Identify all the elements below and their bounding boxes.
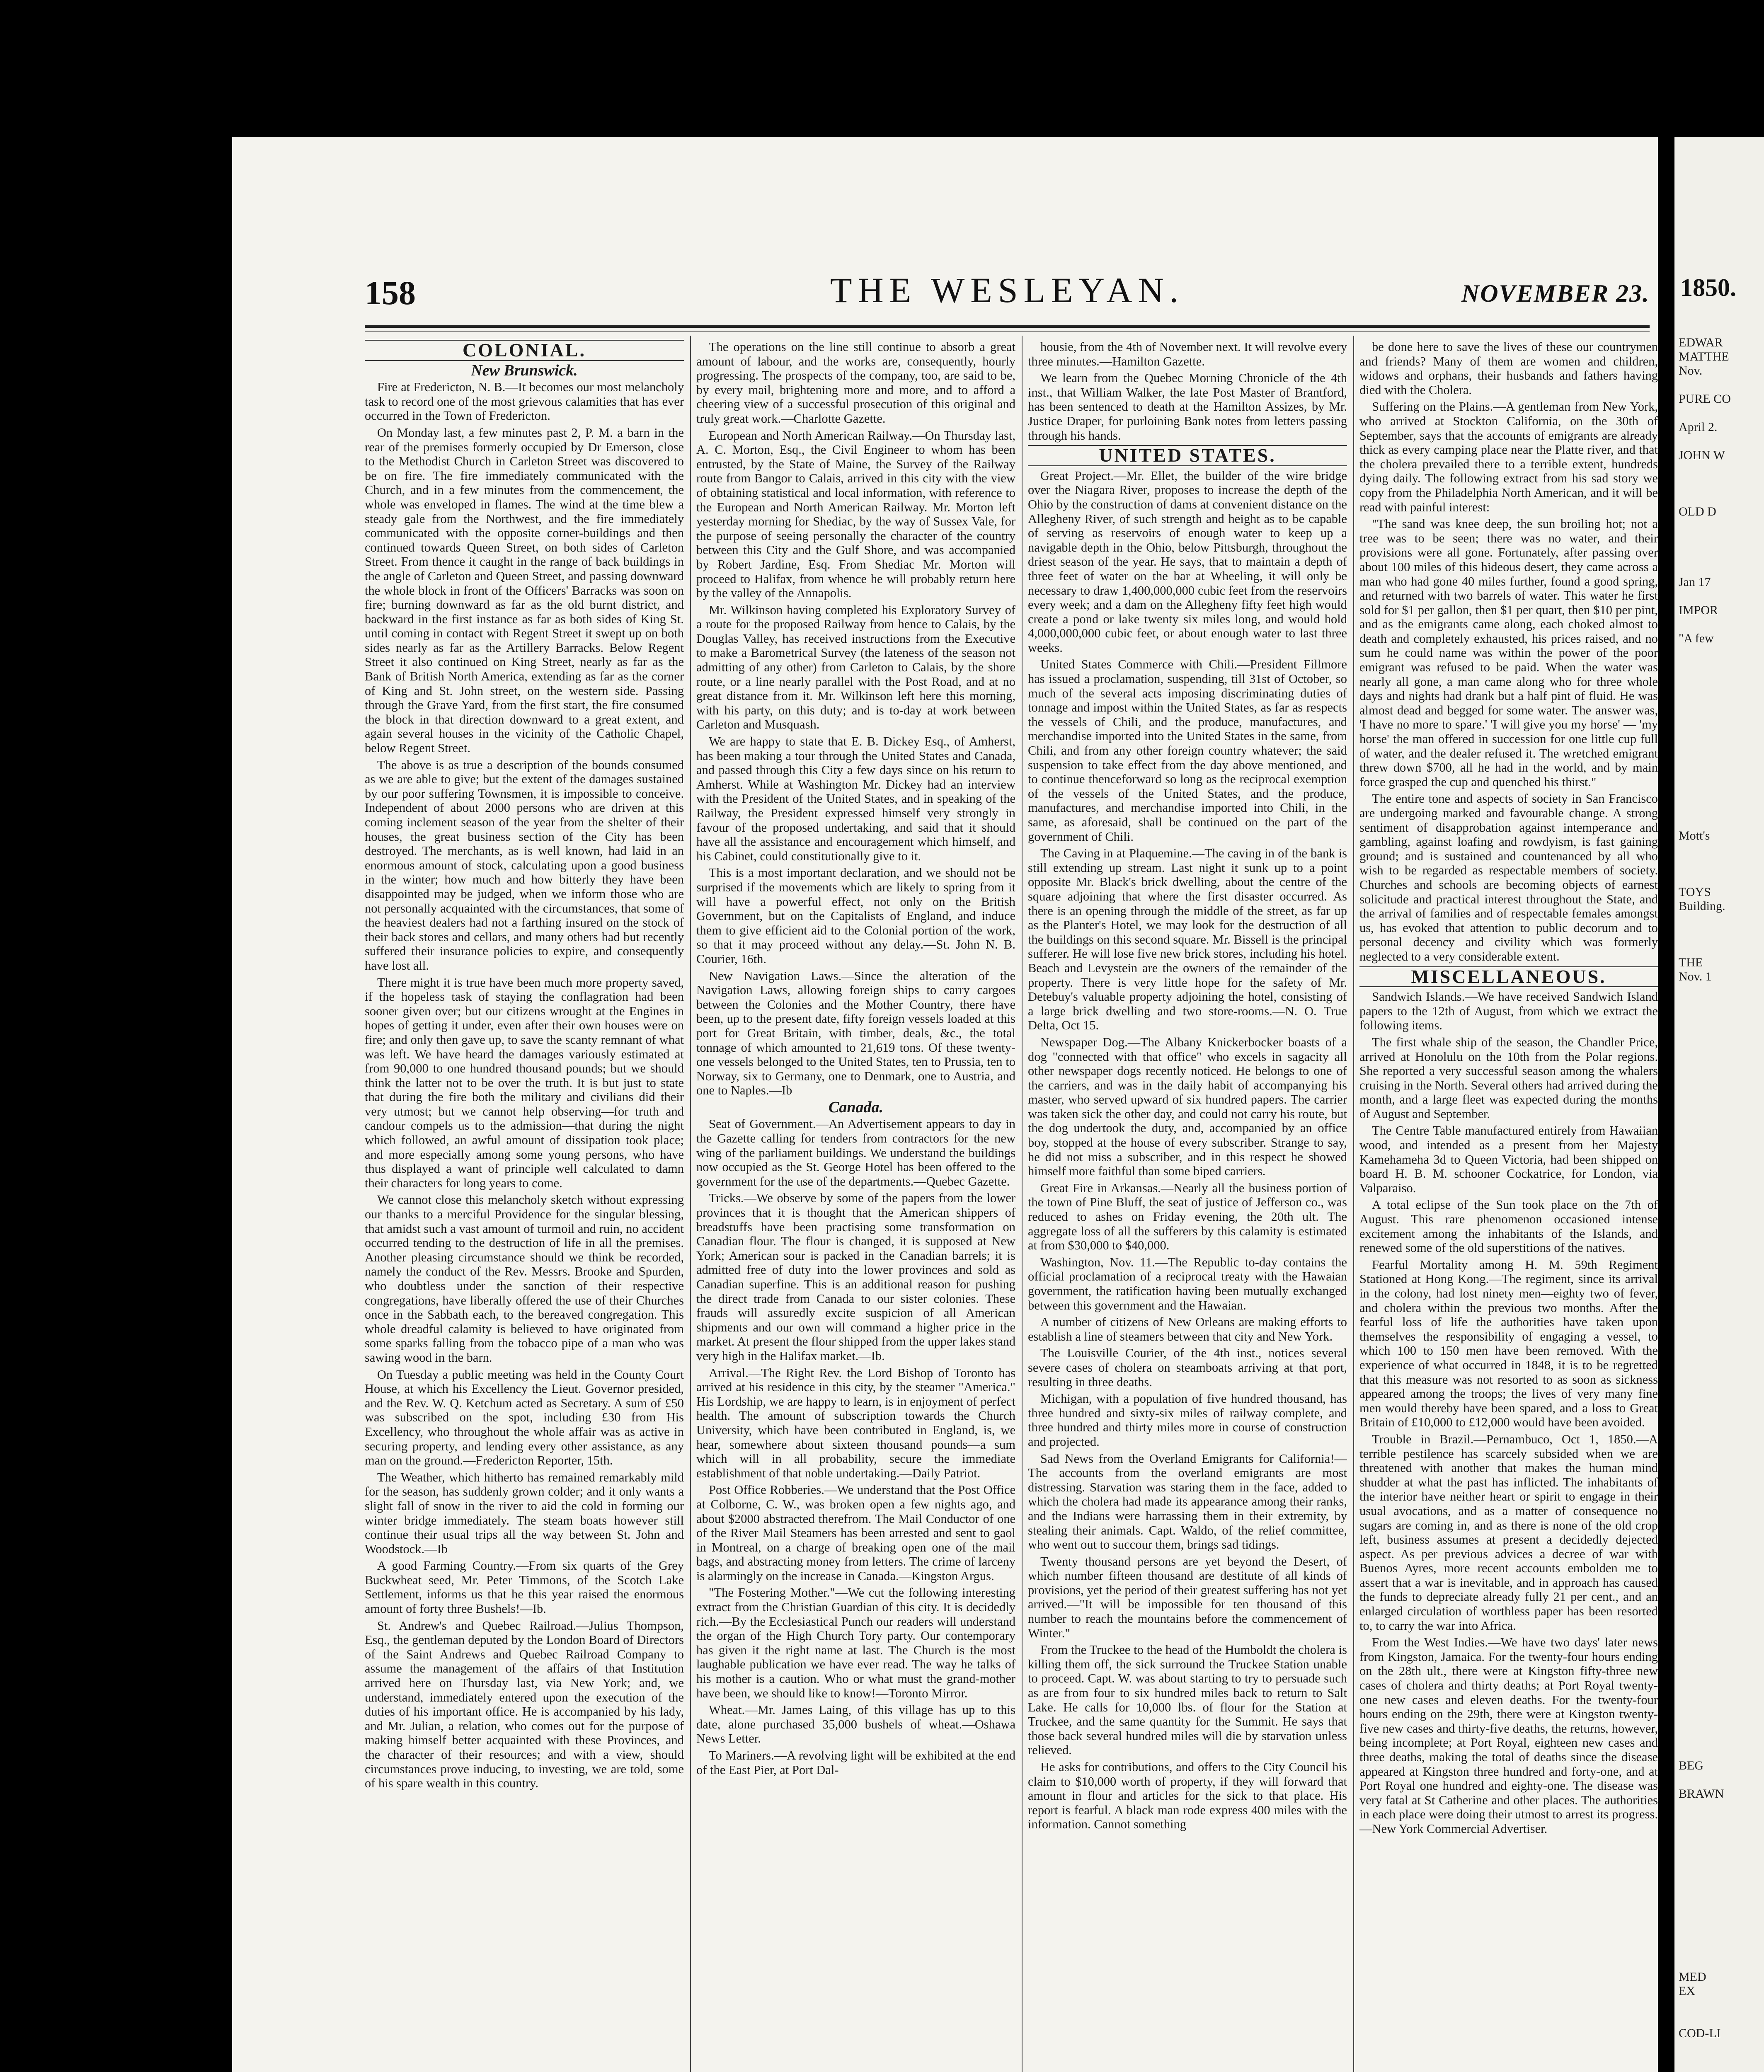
article-paragraph: Sandwich Islands.—We have received Sandwich Island papers to the 12th of August, from which we extract the following items. (1359, 990, 1658, 1033)
article-paragraph: Post Office Robberies.—We understand that the Post Office at Colborne, C. W., was broken open a few nights ago, and about $2000 abstracted therefrom. The Mail Conductor of one of the River Mail Steamers has been arrested and sent to gaol in Montreal, on a charge of breaking open one of the mail bags, and abstracting money from letters. The crime of larceny is alarmingly on the increase in Canada.—Kingston Argus. (696, 1483, 1015, 1583)
adjacent-page-text: EDWAR MATTHE Nov. PURE CO April 2. JOHN W OLD D Jan 17 IMPOR "A few Mott's TOYS Building. THE Nov. 1 BEG BRAWN MED EX COD-LI (1679, 336, 1731, 2040)
article-paragraph: Newspaper Dog.—The Albany Knickerbocker boasts of a dog "connected with that office" who excels in sagacity all other newspaper dogs recently noticed. He belongs to one of the carriers, and was in the daily habit of accompanying his master, who served upward of six hundred papers. The carrier was taken sick the other day, and could not carry his route, but the dog undertook the duty, and, accompanied by an office boy, stopped at the house of every subscriber. Strange to say, he did not miss a subscriber, and in this respect he showed himself more faithful than some biped carriers. (1028, 1035, 1347, 1179)
article-paragraph: Suffering on the Plains.—A gentleman from New York, who arrived at Stockton California, on the 30th of September, says that the accounts of emigrants are already thick as every camping place near the Platte river, and that the cholera prevailed there to a terrible extent, hundreds dying daily. The following extract from his sad story we copy from the Philadelphia North American, and it will be read with painful interest: (1359, 399, 1658, 514)
article-paragraph: New Navigation Laws.—Since the alteration of the Navigation Laws, allowing foreign ships to carry cargoes between the Colonies and the Mother Country, there have been, up to the present date, fifty foreign vessels loaded at this port for Great Britain, with timber, deals, &c., the total tonnage of which amounted to 21,619 tons. Of these twenty-one vessels belonged to the United States, ten to Prussia, ten to Norway, six to Germany, one to Denmark, one to Austria, and one to Naples.—Ib (696, 968, 1015, 1098)
article-paragraph: European and North American Railway.—On Thursday last, A. C. Morton, Esq., the Civil Engineer to whom has been entrusted, by the State of Maine, the Survey of the Railway route from Bangor to Calais, arrived in this city with the view of obtaining statistical and local information, with reference to the European and North American Railway. Mr. Morton left yesterday morning for Shediac, by the way of Sussex Vale, for the purpose of seeing personally the character of the country between this City and the Gulf Shore, and was accompanied by Robert Jardine, Esq. From Shediac Mr. Morton will proceed to Halifax, from whence he will probably return here by the valley of the Annapolis. (696, 428, 1015, 600)
article-paragraph: St. Andrew's and Quebec Railroad.—Julius Thompson, Esq., the gentleman deputed by the London Board of Directors of the Saint Andrews and Quebec Railroad Company to assume the management of the affairs of that Institution arrived here on Thursday last, via New York; and, we understand, immediately entered upon the execution of the duties of his important office. He is accompanied by his lady, and Mr. Julian, a relation, who comes out for the purpose of making himself better acquainted with these Provinces, and the character of their resources; and with a view, should circumstances prove inducing, to investing, we are told, some of his spare wealth in this country. (365, 1618, 684, 1791)
article-paragraph: The above is as true a description of the bounds consumed as we are able to give; but the extent of the damages sustained by our poor suffering Townsmen, it is impossible to conceive. Independent of about 2000 persons who are driven at this coming inclement season of the year from the shelter of their houses, the great business section of the City has been destroyed. The merchants, as is well known, had laid in an enormous amount of stock, calculating upon a good business in the winter; how much and how bitterly they have been disappointed may be judged, when we inform those who are not personally acquainted with the circumstances, that some of the heaviest dealers had not a farthing insured on the stock of their back stores and cellars, and many others had but recently suffered their insurance policies to expire, and consequently have lost all. (365, 758, 684, 973)
article-paragraph: housie, from the 4th of November next. It will revolve every three minutes.—Hamilton Gazette. (1028, 340, 1347, 368)
article-paragraph: "The sand was knee deep, the sun broiling hot; not a tree was to be seen; there was no water, and their provisions were all gone. Fortunately, after passing over about 100 miles of this hideous desert, they came across a man who had gone 40 miles further, found a good spring, and returned with two barrels of water. This water he first sold for $1 per gallon, then $1 per quart, then $10 per pint, and as the emigrants came along, each choked almost to death and completely exhausted, his prices raised, and no sum he could name was within the power of the poor emigrant was refused to be paid. When the water was nearly all gone, a man came along who for three whole days and nights had drank but a half pint of fluid. He was almost dead and begged for some water. The answer was, 'I have no more to spare.' 'I will give you my horse' — 'my horse' the man offered in succession for one little cup full of water, and the dealer refused it. The wretched emigrant threw down $700, all he had in the world, and by main force grasped the cup and quenched his thirst." (1359, 517, 1658, 789)
article-paragraph: Twenty thousand persons are yet beyond the Desert, of which number fifteen thousand are destitute of all kinds of provisions, yet the period of their greatest suffering has not yet arrived.—"It will be impossible for ten thousand of this number to reach the mountains before the commencement of Winter." (1028, 1554, 1347, 1640)
article-paragraph: Mr. Wilkinson having completed his Exploratory Survey of a route for the proposed Railway from hence to Calais, by the Douglas Valley, has received instructions from the Executive to make a Barometrical Survey (the lateness of the season not admitting of any other) from Carleton to Calais, by the shore route, or a line nearly parallel with the Post Road, and at no great distance from it. Mr. Wilkinson left here this morning, with his party, on this duty; and is to-day at work between Carleton and Musquash. (696, 603, 1015, 732)
article-paragraph: Seat of Government.—An Advertisement appears to day in the Gazette calling for tenders from contractors for the new wing of the parliament buildings. We understand the buildings now occupied as the St. George Hotel has been offered to the government for the use of the departments.—Quebec Gazette. (696, 1117, 1015, 1188)
page-number: 158 (365, 274, 416, 312)
newspaper-page (232, 137, 1658, 2072)
section-heading-miscellaneous: MISCELLANEOUS. (1359, 966, 1658, 988)
article-paragraph: Tricks.—We observe by some of the papers from the lower provinces that it is thought that the American shippers of breadstuffs have been practising some transformation on Canadian flour. The flour is changed, it is supposed at New York; American sour is packed in the Canadian barrels; it is admitted free of duty into the lower provinces and sold as Canadian superfine. This is an additional reason for pushing the direct trade from Canada to our sister colonies. These frauds will assuredly excite suspicion of all American shipments and our own will command a higher price in the market. At present the flour shipped from the upper lakes stand very high in the Halifax market.—Ib. (696, 1191, 1015, 1363)
subheading-canada: Canada. (829, 1098, 883, 1116)
article-paragraph: Great Fire in Arkansas.—Nearly all the business portion of the town of Pine Bluff, the seat of justice of Jefferson co., was reduced to ashes on Friday evening, the 20th ult. The aggregate loss of all the sufferers by this calamity is estimated at from $30,000 to $40,000. (1028, 1181, 1347, 1253)
page-header (365, 269, 1650, 319)
article-paragraph: Washington, Nov. 11.—The Republic to-day contains the official proclamation of a reciprocal treaty with the Hawaian government, the ratification having been mutually exchanged between this government and the Hawaian. (1028, 1255, 1347, 1312)
article-paragraph: He asks for contributions, and offers to the City Council his claim to $10,000 worth of property, if they will forward that amount in flour and articles for the sick to that place. His report is fearful. A black man rode express 400 miles with the information. Cannot something (1028, 1760, 1347, 1832)
article-paragraph: Sad News from the Overland Emigrants for California!—The accounts from the overland emigrants are most distressing. Starvation was staring them in the face, added to which the cholera had made its appearance among their ranks, and the Indians were harrassing them in their extremity, by stealing their animals. Capt. Waldo, of the relief committee, who went out to succour them, brings sad tidings. (1028, 1451, 1347, 1552)
article-paragraph: United States Commerce with Chili.—President Fillmore has issued a proclamation, suspending, till 31st of October, so much of the several acts imposing discriminating duties of tonnage and impost within the United States, as far as respects the vessels of Chili, and the produce, manufactures, and merchandise imported into the United States in the same, from Chili, and from any other foreign country whatever; the said suspension to take effect from the day above mentioned, and to continue thenceforward so long as the reciprocal exemption of the vessels of the United States, and the produce, manufactures, and merchandise imported into Chili, in the same, as aforesaid, shall be continued on the part of the government of Chili. (1028, 657, 1347, 844)
article-paragraph: The Centre Table manufactured entirely from Hawaiian wood, and intended as a present from her Majesty Kamehameha 3d to Queen Victoria, had been shipped on board H. B. M. schooner Cockatrice, for London, via Valparaiso. (1359, 1123, 1658, 1195)
column-divider (1353, 336, 1354, 2072)
article-paragraph: On Monday last, a few minutes past 2, P. M. a barn in the rear of the premises formerly occupied by Dr Emerson, close to the Methodist Church in Carleton Street was discovered to be on fire. The fire immediately communicated with the Church, and in a few minutes from the commencement, the whole was enveloped in flames. The wind at the time blew a steady gale from the Northwest, and the fire immediately communicated with the opposite corner-buildings and then continued towards Queen Street, on both sides of Carleton Street. From thence it caught in the range of back buildings in the angle of Carleton and Queen Street, and passing downward the whole block in front of the Officers' Barracks was soon on fire; burning downward as far as the old burnt district, and backward in the first instance as far as both sides of King St. until coming in contact with Regent Street it swept up on both sides nearly as far as the Artillery Barracks. Below Regent Street it also continued on King Street, nearly as far as the Bank of British North America, extending as far as the corner of King and St. John street, on the western side. Passing through the Grave Yard, from the first start, the fire consumed the block in that direction downward to a great extent, and again several houses in the vicinity of the Catholic Chapel, below Regent Street. (365, 425, 684, 755)
article-paragraph: We are happy to state that E. B. Dickey Esq., of Amherst, has been making a tour through the United States and Canada, and passed through this City a few days since on his return to Amherst. While at Washington Mr. Dickey had an interview with the President of the United States, and in speaking of the Railway, the President expressed himself very strongly in favour of the proposed undertaking, and said that it should have all the assistance and encouragement which himself, and his Cabinet, could constitutionally give to it. (696, 734, 1015, 863)
header-rule-thin (365, 331, 1650, 332)
column-2 (696, 340, 1015, 2072)
article-paragraph: From the West Indies.—We have two days' later news from Kingston, Jamaica. For the twenty-four hours ending on the 28th ult., there were at Kingston fifty-three new cases of cholera and thirty deaths; at Port Royal twenty-one new cases and eleven deaths. For the twenty-four hours ending on the 29th, there were at Kingston twenty-five new cases and thirty-five deaths, the returns, however, being incomplete; at Port Royal, eighteen new cases and three deaths, making the total of deaths since the disease appeared at Kingston three hundred and forty-one, and at Port Royal one hundred and eighty-one. The disease was very fatal at St Catherine and other places. The authorities in each place were doing their utmost to arrest its progress.—New York Commercial Advertiser. (1359, 1635, 1658, 1836)
masthead-title: THE WESLEYAN. (830, 270, 1184, 310)
adjacent-page-strip (1674, 137, 1764, 2072)
article-paragraph: Fearful Mortality among H. M. 59th Regiment Stationed at Hong Kong.—The regiment, since its arrival in the colony, had lost ninety men—eighty two of fever, and cholera within the previous two months. After the fearful loss of life the authorities have taken upon themselves the responsibility of engaging a vessel, to which 100 to 150 men have been removed. With the experience of what occurred in 1848, it is to be regretted that this measure was not resorted to as soon as sickness appeared among the troops; the lives of very many fine men would thereby have been spared, and a loss to Great Britain of £10,000 to £12,000 would have been avoided. (1359, 1257, 1658, 1430)
article-paragraph: The Caving in at Plaquemine.—The caving in of the bank is still extending up stream. Last night it sunk up to a point opposite Mr. Black's brick dwelling, about the centre of the square adjoining that where the first disaster occurred. As there is an opening through the middle of the street, as far up as the Planter's Hotel, we may look for the destruction of all the buildings on this second square. Mr. Bissell is the principal sufferer. He will lose five new brick stores, including his hotel. Beach and Levystein are the owners of the remainder of the property. There is very little hope for the safety of Mr. Detebuy's valuable property adjoining the hotel, consisting of a large brick dwelling and two store-rooms.—N. O. True Delta, Oct 15. (1028, 846, 1347, 1033)
article-paragraph: be done here to save the lives of these our countrymen and friends? Many of them are women and children, widows and orphans, their husbands and fathers having died with the Cholera. (1359, 340, 1658, 397)
article-paragraph: Trouble in Brazil.—Pernambuco, Oct 1, 1850.—A terrible pestilence has scarcely subsided when we are threatened with another that makes the human mind shudder at what the past has inflicted. The inhabitants of the interior have neither heart or spirit to engage in their usual avocations, and as a matter of consequence no sugars are coming in, and as there is none of the old crop left, business assumes at present a decidedly dejected aspect. As per previous advices a decree of war with Buenos Ayres, more recent accounts embolden me to assert that a war is inevitable, and in approach has caused the funds to depreciate already fully 21 per cent., and an enlarged circulation of worthless paper has been resorted to, to carry the war into Africa. (1359, 1432, 1658, 1633)
article-paragraph: To Mariners.—A revolving light will be exhibited at the end of the East Pier, at Port Dal- (696, 1748, 1015, 1777)
section-heading-colonial: COLONIAL. (365, 340, 684, 361)
article-paragraph: There might it is true have been much more property saved, if the hopeless task of staying the conflagration had been sooner given over; but our citizens wrought at the Engines in hopes of getting it under, even after their own houses were on fire; and only then gave up, to save the scanty remnant of what was left. We have heard the damages variously estimated at from 90,000 to one hundred thousand pounds; but we should think the latter not to be over the truth. It is but just to state that during the fire both the military and civilians did their very utmost; but we cannot help observing—for truth and candour compels us to the admission—that during the night which followed, an awful amount of dissipation took place; and more especially among some young persons, who have thus displayed a want of principle well calculated to damn their characters for long years to come. (365, 975, 684, 1190)
column-divider (1022, 336, 1023, 2072)
article-paragraph: Fire at Fredericton, N. B.—It becomes our most melancholy task to record one of the most grievous calamities that has ever occurred in the Town of Fredericton. (365, 380, 684, 423)
article-paragraph: Michigan, with a population of five hundred thousand, has three hundred and sixty-six miles of railway complete, and three hundred and thirty miles more in course of construction and projected. (1028, 1392, 1347, 1449)
section-heading-united-states: UNITED STATES. (1028, 445, 1347, 466)
article-paragraph: A number of citizens of New Orleans are making efforts to establish a line of steamers between that city and New York. (1028, 1315, 1347, 1343)
article-paragraph: "The Fostering Mother."—We cut the following interesting extract from the Christian Guardian of this city. It is decidedly rich.—By the Ecclesiastical Punch our readers will understand the organ of the High Church Tory party. Our contemporary has given it the right name at last. The Church is the most laughable publication we have ever read. The way he talks of his mother is a caution. Who or what must the grand-mother have been, we should like to know!—Toronto Mirror. (696, 1585, 1015, 1700)
article-paragraph: From the Truckee to the head of the Humboldt the cholera is killing them off, the sick surround the Truckee Station unable to proceed. Capt. W. was about starting to try to persuade such as are from four to six hundred miles back to return to Salt Lake. He calls for 10,000 lbs. of flour for the Station at Truckee, and the same quantity for the Summit. He says that those back several hundred miles will die by starvation unless relieved. (1028, 1643, 1347, 1757)
article-paragraph: The operations on the line still continue to absorb a great amount of labour, and the works are, consequently, hourly progressing. The prospects of the company, too, are said to be, by every mail, brightening more and more, and to afford a cheering view of a successful prosecution of this original and truly great work.—Charlotte Gazette. (696, 340, 1015, 426)
article-paragraph: A good Farming Country.—From six quarts of the Grey Buckwheat seed, Mr. Peter Timmons, of the Scotch Lake Settlement, informs us that he this year raised the enormous amount of forty three Bushels!—Ib. (365, 1559, 684, 1616)
subheading-new-brunswick: New Brunswick. (471, 361, 578, 379)
column-4 (1359, 340, 1658, 2072)
article-paragraph: Great Project.—Mr. Ellet, the builder of the wire bridge over the Niagara River, proposes to increase the depth of the Ohio by the construction of dams at convenient distance on the Allegheny River, of such strength and height as to be capable of serving as reservoirs of enough water to keep up a navigable depth in the Ohio, below Pittsburgh, throughout the driest season of the year. He says, that to maintain a depth of three feet of water on the bar at Wheeling, it will only be necessary to draw 1,400,000,000 cubic feet from the reservoirs every week; and a dam on the Allegheny fifty feet high would create a pond or lake twenty six miles long, and would hold 4,000,000,000 cubic feet, or about enough water to last three weeks. (1028, 468, 1347, 655)
article-paragraph: On Tuesday a public meeting was held in the County Court House, at which his Excellency the Lieut. Governor presided, and the Rev. W. Q. Ketchum acted as Secretary. A sum of £50 was subscribed on the spot, including £30 from His Excellency, who throughout the whole affair was as active in securing property, and lending every other assistance, as any man on the ground.—Fredericton Reporter, 15th. (365, 1367, 684, 1468)
adjacent-page-year: 1850. (1680, 274, 1736, 301)
article-paragraph: The entire tone and aspects of society in San Francisco are undergoing marked and favourable change. A strong sentiment of disapprobation against intemperance and gambling, against loafing and rowdyism, is fast gaining ground; and is sustained and countenanced by all who wish to be regarded as respectable members of society. Churches and schools are becoming objects of earnest solicitude and practical interest throughout the State, and the arrival of families and of respectable females amongst us, has evoked that attention to public decorum and to personal decency and civility which was formerly neglected to a very considerable extent. (1359, 792, 1658, 963)
article-paragraph: This is a most important declaration, and we should not be surprised if the movements which are likely to spring from it will have a powerful effect, not only on the British Government, but on the Capitalists of England, and induce them to give efficient aid to the Colonial portion of the work, so that it may proceed without any delay.—St. John N. B. Courier, 16th. (696, 866, 1015, 966)
article-paragraph: The first whale ship of the season, the Chandler Price, arrived at Honolulu on the 10th from the Polar regions. She reported a very successful season among the whalers cruising in the North. Several others had arrived during the month, and a large fleet was expected during the months of August and September. (1359, 1035, 1658, 1121)
header-rule (365, 325, 1650, 328)
article-paragraph: Arrival.—The Right Rev. the Lord Bishop of Toronto has arrived at his residence in this city, by the steamer "America." His Lordship, we are happy to learn, is in enjoyment of perfect health. The amount of subscription towards the Church University, which have been contributed in England, is, we hear, somewhere about sixteen thousand pounds—a sum which will in all probability, secure the immediate establishment of that noble undertaking.—Daily Patriot. (696, 1365, 1015, 1480)
article-paragraph: We cannot close this melancholy sketch without expressing our thanks to a merciful Providence for the singular blessing, that amidst such a vast amount of turmoil and ruin, no accident occurred tending to the destruction of life in all the premises. Another pleasing circumstance should we think be recorded, namely the conduct of the Rev. Messrs. Brooke and Spurden, who doubtless under the sanction of their respective congregations, have liberally offered the use of their Churches once in the Sabbath each, to the bereaved congregation. This whole dreadful calamity is believed to have originated from some sparks falling from the tobacco pipe of a man who was sawing wood in the barn. (365, 1193, 684, 1365)
article-paragraph: The Louisville Courier, of the 4th inst., notices several severe cases of cholera on steamboats arriving at that port, resulting in three deaths. (1028, 1346, 1347, 1389)
article-paragraph: Wheat.—Mr. James Laing, of this village has up to this date, alone purchased 35,000 bushels of wheat.—Oshawa News Letter. (696, 1703, 1015, 1746)
column-divider (690, 336, 691, 2072)
column-1 (365, 340, 684, 2072)
article-paragraph: We learn from the Quebec Morning Chronicle of the 4th inst., that William Walker, the late Post Master of Brantford, has been sentenced to death at the Hamilton Assizes, by Mr. Justice Draper, for purloining Bank notes from letters passing through his hands. (1028, 371, 1347, 443)
column-3 (1028, 340, 1347, 2072)
article-paragraph: A total eclipse of the Sun took place on the 7th of August. This rare phenomenon occasioned intense excitement among the inhabitants of the Islands, and renewed some of the old superstitions of the natives. (1359, 1198, 1658, 1255)
article-paragraph: The Weather, which hitherto has remained remarkably mild for the season, has suddenly grown colder; and it only wants a slight fall of snow in the river to aid the cold in forming our winter bridge immediately. The steam boats however still continue their usual trips all the way between St. John and Woodstock.—Ib (365, 1470, 684, 1556)
issue-date: NOVEMBER 23. (1461, 280, 1650, 307)
